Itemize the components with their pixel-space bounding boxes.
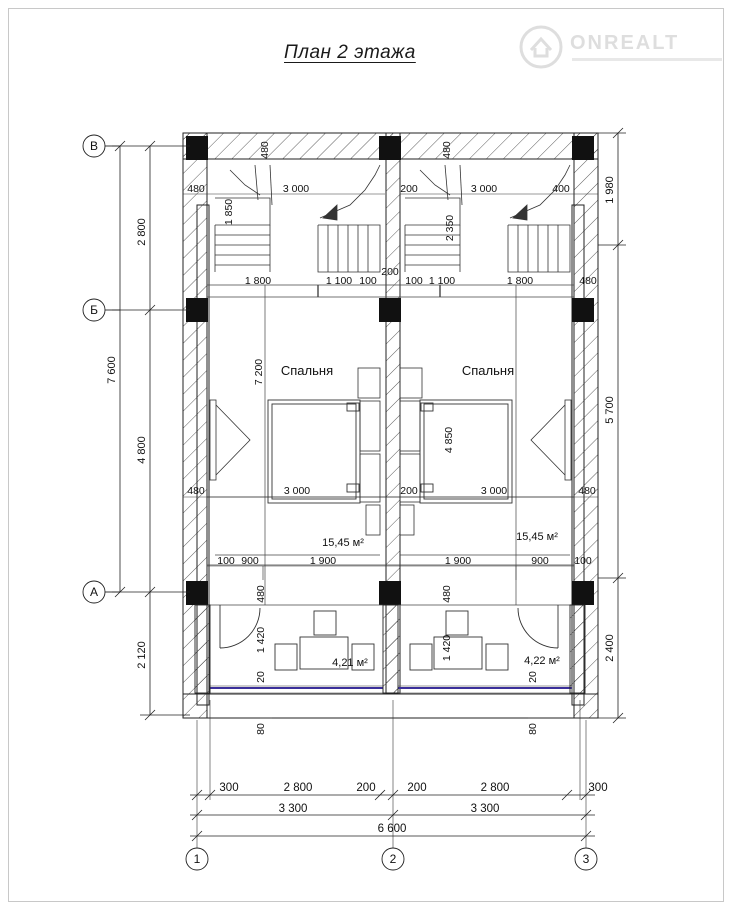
dim-1900: 1 900 xyxy=(444,555,472,567)
axis-label-2: 2 xyxy=(389,852,397,866)
bed-left xyxy=(268,400,360,503)
column xyxy=(379,298,401,322)
dim-100: 100 xyxy=(359,275,377,287)
dim-wall: 480 xyxy=(578,485,596,497)
dim-stair-width: 3 000 xyxy=(470,183,498,195)
column xyxy=(379,136,401,160)
dim-left-total: 7 600 xyxy=(106,356,118,384)
dim-1900: 1 900 xyxy=(309,555,337,567)
plan-title: План 2 этажа xyxy=(284,42,416,63)
watermark-text: ONREALT xyxy=(570,32,680,54)
dim-wall: 480 xyxy=(441,141,453,159)
axis-label-a: А xyxy=(89,585,99,599)
right-dimensions xyxy=(598,128,626,723)
dim-wall: 480 xyxy=(187,183,205,195)
area-balcony-left: 4,21 м² xyxy=(332,657,368,669)
column xyxy=(572,136,594,160)
dim-party-wall: 200 xyxy=(400,485,418,497)
area-bedroom-right: 15,45 м² xyxy=(516,531,558,543)
dim-wall: 480 xyxy=(187,485,205,497)
dim-bottom-2800: 2 800 xyxy=(480,782,510,794)
column xyxy=(572,581,594,605)
dim-900: 900 xyxy=(531,555,549,567)
dim-bottom-200: 200 xyxy=(356,782,376,794)
dim-corridor: 1 800 xyxy=(244,275,272,287)
dim-party-wall: 200 xyxy=(381,266,399,278)
dim-stair-height: 2 350 xyxy=(444,214,456,242)
room-bedroom-right: Спальня xyxy=(461,363,515,378)
bottom-wall xyxy=(183,694,598,718)
dim-door: 1 100 xyxy=(428,275,456,287)
dim-left-top: 2 800 xyxy=(136,218,148,246)
axis-col-labels xyxy=(194,852,590,866)
axis-label-v: В xyxy=(89,139,99,153)
dim-bottom-300: 300 xyxy=(588,782,608,794)
dim-bedroom-depth: 4 850 xyxy=(443,426,455,454)
axis-label-b: Б xyxy=(90,303,98,317)
dim-80: 80 xyxy=(527,723,539,735)
dim-bottom-300: 300 xyxy=(219,782,239,794)
dim-stair-width: 3 000 xyxy=(282,183,310,195)
column xyxy=(572,298,594,322)
dim-1420: 1 420 xyxy=(441,634,453,662)
area-bedroom-left: 15,45 м² xyxy=(322,537,364,549)
column xyxy=(186,581,208,605)
dim-bottom-3300: 3 300 xyxy=(278,803,308,815)
dim-right-mid: 5 700 xyxy=(604,396,616,424)
axis-row-labels xyxy=(90,139,98,599)
dim-stair-height: 1 850 xyxy=(223,198,235,226)
bottom-dim-text xyxy=(219,782,607,835)
dim-100: 100 xyxy=(217,555,235,567)
dim-80: 80 xyxy=(255,723,267,735)
dim-900: 900 xyxy=(241,555,259,567)
dim-bottom-200: 200 xyxy=(407,782,427,794)
dim-corridor: 1 800 xyxy=(506,275,534,287)
dim-wall: 480 xyxy=(441,585,453,603)
dim-100: 100 xyxy=(574,555,592,567)
dim-party-wall: 200 xyxy=(400,183,418,195)
axis-label-1: 1 xyxy=(193,852,201,866)
left-dimensions xyxy=(112,141,190,720)
dim-left-mid: 4 800 xyxy=(136,436,148,464)
dim-bottom-3300: 3 300 xyxy=(470,803,500,815)
dim-door: 1 100 xyxy=(325,275,353,287)
column xyxy=(379,581,401,605)
dim-bed-width: 3 000 xyxy=(480,485,508,497)
dim-1420: 1 420 xyxy=(255,626,267,654)
dim-wall: 480 xyxy=(579,275,597,287)
dim-wall-400: 400 xyxy=(552,183,570,195)
area-balcony-right: 4,22 м² xyxy=(524,655,560,667)
dim-bedroom-depth: 7 200 xyxy=(253,358,265,386)
dim-bed-width: 3 000 xyxy=(283,485,311,497)
dim-20: 20 xyxy=(527,671,539,683)
dim-bottom-6600: 6 600 xyxy=(377,823,407,835)
dim-wall: 480 xyxy=(255,585,267,603)
room-bedroom-left: Спальня xyxy=(280,363,334,378)
dim-20: 20 xyxy=(255,671,267,683)
dim-left-bottom: 2 120 xyxy=(136,641,148,669)
left-dim-text xyxy=(106,218,148,669)
dim-right-bottom: 2 400 xyxy=(604,634,616,662)
dim-wall: 480 xyxy=(259,141,271,159)
column xyxy=(186,136,208,160)
dim-bottom-2800: 2 800 xyxy=(283,782,313,794)
axis-label-3: 3 xyxy=(582,852,590,866)
dim-right-top: 1 980 xyxy=(604,176,616,204)
dim-100: 100 xyxy=(405,275,423,287)
stair-left xyxy=(215,165,380,272)
